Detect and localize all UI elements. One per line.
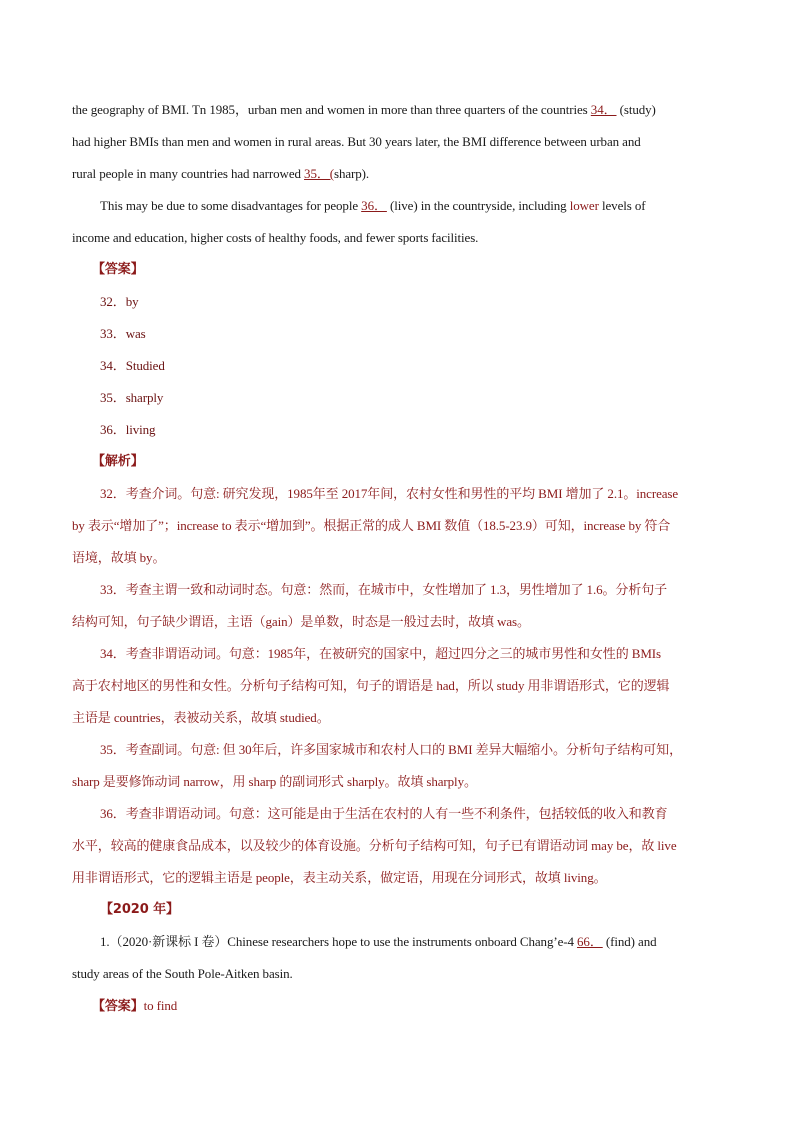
answer-item: 34．Studied [100, 358, 165, 373]
analysis-line: 语境，故填 by。 [72, 550, 166, 565]
highlight-lower: lower [569, 198, 599, 213]
passage-line: income and education, higher costs of healthy foods, and fewer sports facilities. [72, 230, 479, 245]
analysis-line: 32．考查介词。句意: 研究发现，1985年至 2017年间，农村女性和男性的平均 BMI 增加了 2.1。increase [100, 486, 679, 501]
year-header: 【2020 年】 [100, 902, 179, 917]
answer-item: 36．living [100, 422, 156, 437]
analysis-line: by 表示“增加了”；increase to 表示“增加到”。根据正常的成人 BMI 数值（18.5-23.9）可知，increase by 符合 [72, 518, 671, 533]
final-answer-value: to find [143, 998, 178, 1013]
passage-line: had higher BMIs than men and women in rural areas. But 30 years later, the BMI difference between urban and [72, 134, 641, 149]
analysis-line: 33．考查主谓一致和动词时态。句意：然而，在城市中，女性增加了 1.3，男性增加了 1.6。分析句子 [100, 582, 668, 597]
blank-34: 34． [590, 102, 617, 117]
analysis-line: 水平，较高的健康食品成本，以及较少的体育设施。分析句子结构可知，句子已有谓语动词 may be，故 live [72, 838, 677, 853]
analysis-line: 34．考查非谓语动词。句意：1985年，在被研究的国家中，超过四分之三的城市男性和女性的 BMIs [100, 646, 661, 661]
analysis-line: 36．考查非谓语动词。句意：这可能是由于生活在农村的人有一些不利条件，包括较低的收入和教育 [100, 806, 668, 821]
analysis-line: 主语是 countries，表被动关系，故填 studied。 [72, 710, 330, 725]
analysis-label: 【解析】 [92, 454, 144, 469]
question-line: 1.（2020·新课标 I 卷）Chinese researchers hope to use the instruments onboard Chang’e-4 66． (find) and [100, 934, 657, 949]
analysis-line: sharp 是要修饰动词 narrow，用 sharp 的副词形式 sharply。故填 sharply。 [72, 774, 477, 789]
blank-35: 35．( [304, 166, 334, 181]
answer-item: 33．was [100, 326, 146, 341]
passage-line: This may be due to some disadvantages for people 36． (live) in the countryside, including lower levels of [100, 198, 646, 213]
analysis-line: 高于农村地区的男性和女性。分析句子结构可知，句子的谓语是 had，所以 study 用非谓语形式，它的逻辑 [72, 678, 670, 693]
blank-66: 66． [577, 934, 603, 949]
final-answer: 【答案】to find [92, 998, 178, 1014]
passage-line: the geography of BMI. Tn 1985，urban men and women in more than three quarters of the countries 34． (study) [72, 102, 656, 117]
analysis-line: 35．考查副词。句意: 但 30年后，许多国家城市和农村人口的 BMI 差异大幅缩小。分析句子结构可知， [100, 742, 682, 757]
question-line: study areas of the South Pole-Aitken basin. [72, 966, 293, 981]
passage-line: rural people in many countries had narrowed 35．(sharp). [72, 166, 370, 181]
blank-36: 36． [361, 198, 387, 213]
document-content [72, 98, 722, 1026]
answer-label: 【答案】 [92, 262, 144, 277]
answer-item: 32．by [100, 294, 139, 309]
analysis-line: 结构可知，句子缺少谓语，主语（gain）是单数，时态是一般过去时，故填 was。 [72, 614, 530, 629]
analysis-line: 用非谓语形式，它的逻辑主语是 people，表主动关系，做定语，用现在分词形式，故填 living。 [72, 870, 607, 885]
answer-item: 35．sharply [100, 390, 164, 405]
